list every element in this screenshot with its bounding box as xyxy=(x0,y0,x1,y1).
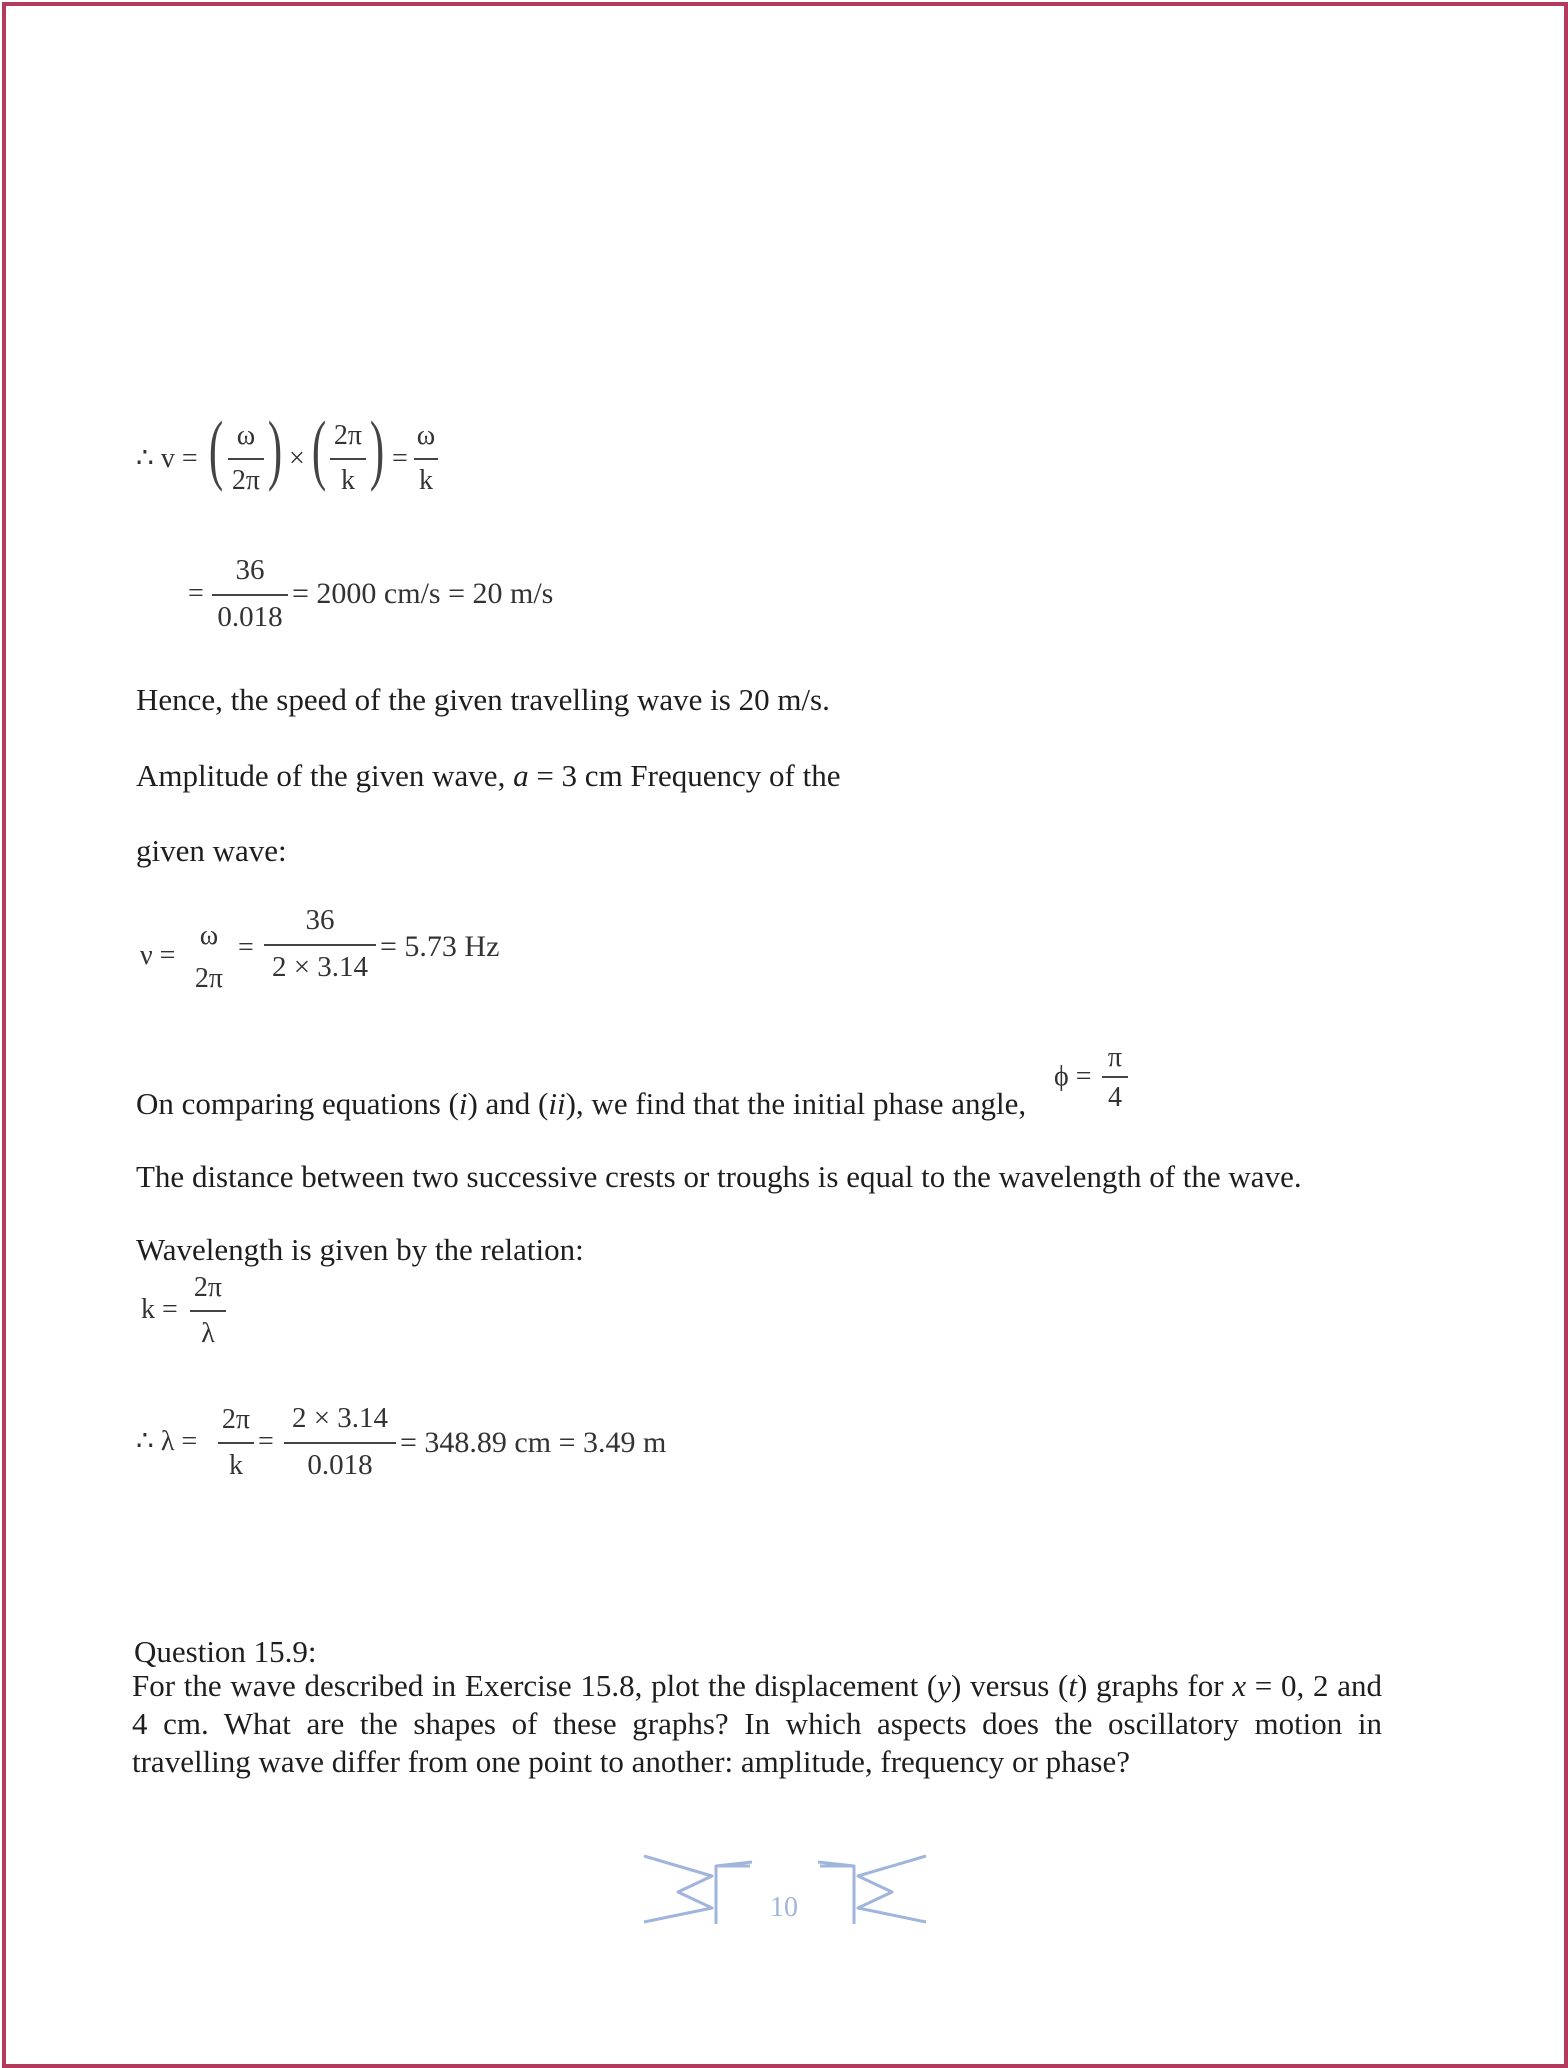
ornament-right-bracket xyxy=(818,1862,854,1924)
eq2-numerator: 36 xyxy=(235,554,265,586)
eq2-fraction xyxy=(212,556,288,634)
eq5-f2-denominator: 0.018 xyxy=(307,1449,373,1481)
paragraph-amplitude: Amplitude of the given wave, a = 3 cm Frequency of the xyxy=(136,758,841,793)
eq1-fraction-3 xyxy=(414,422,438,497)
eq1-paren-open-2: ( xyxy=(311,405,327,492)
eq3-result: = 5.73 Hz xyxy=(380,930,500,963)
eq3-f2-numerator: 36 xyxy=(305,904,335,936)
eq1-prefix: ∴ v = xyxy=(136,443,198,474)
eq2-equals: = xyxy=(188,578,204,609)
paragraph-wavelength-relation: Wavelength is given by the relation: xyxy=(136,1232,584,1267)
eq1-fraction-2 xyxy=(330,422,366,497)
paragraph-speed-conclusion: Hence, the speed of the given travelling wave is 20 m/s. xyxy=(136,682,830,717)
eq1-paren-open-1: ( xyxy=(208,405,224,492)
eq1-equals: = xyxy=(392,443,408,474)
eq1-f3-denominator: k xyxy=(419,465,433,496)
eq5-fraction-2 xyxy=(284,1404,396,1484)
eq2-result: = 2000 cm/s = 20 m/s xyxy=(292,577,554,610)
question-title: Question 15.9: xyxy=(134,1634,317,1669)
eq5-equals: = xyxy=(258,1426,274,1457)
ornament-left-wing xyxy=(644,1856,712,1922)
eq3-equals: = xyxy=(238,932,254,963)
paragraph-given-wave: given wave: xyxy=(136,833,287,868)
eq1-f3-numerator: ω xyxy=(416,420,436,451)
eq4-denominator: λ xyxy=(201,1318,215,1349)
eq4-numerator: 2π xyxy=(193,1272,223,1303)
eq1-times: × xyxy=(289,443,305,474)
eq3-f1-numerator: ω xyxy=(199,920,219,951)
eq1-paren-close-1: ) xyxy=(267,405,283,492)
eq1-paren-close-2: ) xyxy=(369,405,385,492)
eq3-f1-denominator: 2π xyxy=(194,963,224,994)
page-number: 10 xyxy=(770,1892,798,1923)
eq3-fraction-1 xyxy=(190,922,228,994)
eq2-denominator: 0.018 xyxy=(217,601,283,633)
ornament-left-bracket xyxy=(716,1862,752,1924)
eq5-result: = 348.89 cm = 3.49 m xyxy=(400,1426,667,1459)
eq1-f1-denominator: 2π xyxy=(231,465,261,496)
paragraph-distance-crests: The distance between two successive crests or troughs is equal to the wavelength of the wave. xyxy=(136,1159,1302,1194)
eq-phi-lhs: ϕ = xyxy=(1054,1061,1092,1092)
eq-phi-fraction xyxy=(1102,1044,1128,1112)
eq5-f1-numerator: 2π xyxy=(221,1404,251,1435)
eq5-f1-denominator: k xyxy=(229,1450,243,1481)
eq5-f2-numerator: 2 × 3.14 xyxy=(291,1402,389,1434)
eq4-lhs: k = xyxy=(141,1294,178,1325)
eq3-fraction-2 xyxy=(264,906,376,986)
eq1-f2-numerator: 2π xyxy=(333,420,363,451)
eq5-prefix: ∴ λ = xyxy=(136,1426,198,1457)
eq3-f2-denominator: 2 × 3.14 xyxy=(271,951,369,983)
eq-phi-numerator: π xyxy=(1107,1042,1123,1073)
eq3-prefix: ν = xyxy=(140,940,176,971)
eq1-fraction-1 xyxy=(228,422,264,497)
eq5-fraction-1 xyxy=(218,1406,254,1482)
paragraph-phase-comparison: On comparing equations (i) and (ii), we find that the initial phase angle, xyxy=(136,1086,1027,1121)
eq-phi-denominator: 4 xyxy=(1108,1082,1122,1113)
question-body: For the wave described in Exercise 15.8, plot the displacement (y) versus (t) graphs for x = 0, 2 and 4 cm. What are the shapes of these graphs? In which aspects does the oscillatory motion in travelling wave differ from one point to another: amplitude, frequency or phase? xyxy=(132,1668,1383,1779)
ornament-right-wing xyxy=(858,1856,926,1922)
eq1-f1-numerator: ω xyxy=(236,420,256,451)
eq1-f2-denominator: k xyxy=(341,465,355,496)
eq4-fraction xyxy=(190,1274,226,1348)
